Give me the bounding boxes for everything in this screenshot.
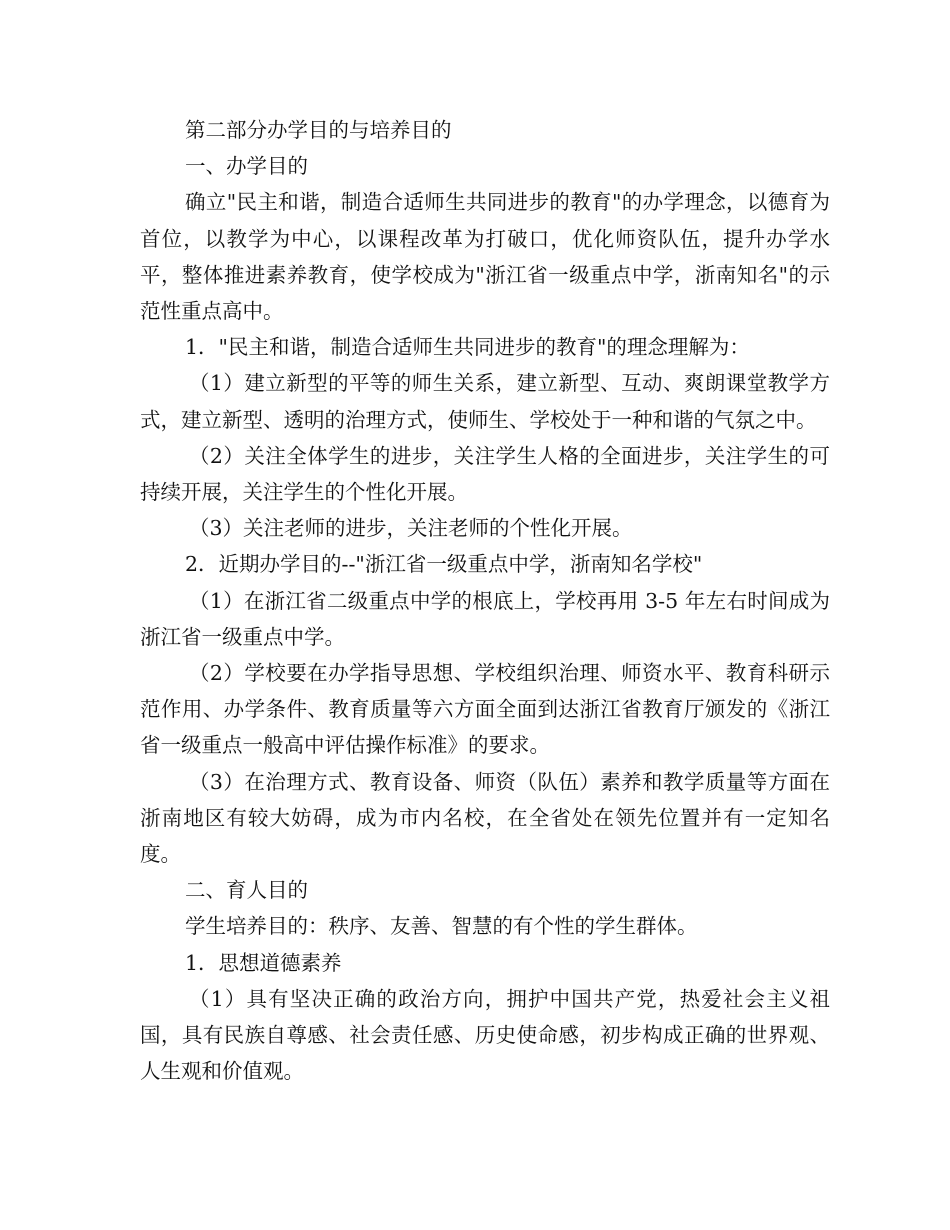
list-subitem: （3）关注老师的进步，关注老师的个性化开展。 bbox=[189, 516, 633, 541]
list-subitem: （1）具有坚决正确的政治方向，拥护中国共产党，热爱社会主义祖国，具有民族自尊感、社会责任感、历史使命感，初步构成正确的世界观、人生观和价值观。 bbox=[140, 986, 830, 1084]
list-subitem: （2）学校要在办学指导思想、学校组织治理、师资水平、教育科研示范作用、办学条件、教育质量等六方面全面到达浙江省教育厅颁发的《浙江省一级重点一般高中评估操作标准》的要求。 bbox=[140, 661, 830, 758]
list-subitem: （2）关注全体学生的进步，关注学生人格的全面进步，关注学生的可持续开展，关注学生的个性化开展。 bbox=[140, 443, 830, 505]
list-subitem: （3）在治理方式、教育设备、师资（队伍）素养和教学质量等方面在浙南地区有较大妨碍，成为市内名校，在全省处在领先位置并有一定知名度。 bbox=[140, 769, 830, 867]
body-paragraph: 确立"民主和谐，制造合适师生共同进步的教育"的办学理念，以德育为首位，以教学为中心，以课程改革为打破口，优化师资队伍，提升办学水平，整体推进素养教育，使学校成为"浙江省一级重点中学，浙南知名"的示范性重点高中。 bbox=[140, 190, 830, 324]
subsection-heading: 一、办学目的 bbox=[185, 154, 308, 179]
document-body bbox=[140, 112, 830, 1089]
section-heading: 第二部分办学目的与培养目的 bbox=[185, 118, 452, 142]
list-item-heading: 1．思想道德素养 bbox=[185, 950, 342, 975]
list-subitem: （1）建立新型的平等的师生关系，建立新型、互动、爽朗课堂教学方式，建立新型、透明的治理方式，使师生、学校处于一种和谐的气氛之中。 bbox=[140, 371, 830, 432]
body-paragraph: 学生培养目的：秩序、友善、智慧的有个性的学生群体。 bbox=[185, 914, 698, 939]
list-item-heading: 2．近期办学目的--"浙江省一级重点中学，浙南知名学校" bbox=[185, 552, 703, 577]
list-item-heading: 1．"民主和谐，制造合适师生共同进步的教育"的理念理解为： bbox=[185, 335, 750, 360]
subsection-heading: 二、育人目的 bbox=[185, 878, 308, 903]
list-subitem: （1）在浙江省二级重点中学的根底上，学校再用 3-5 年左右时间成为浙江省一级重点中学。 bbox=[140, 588, 830, 649]
